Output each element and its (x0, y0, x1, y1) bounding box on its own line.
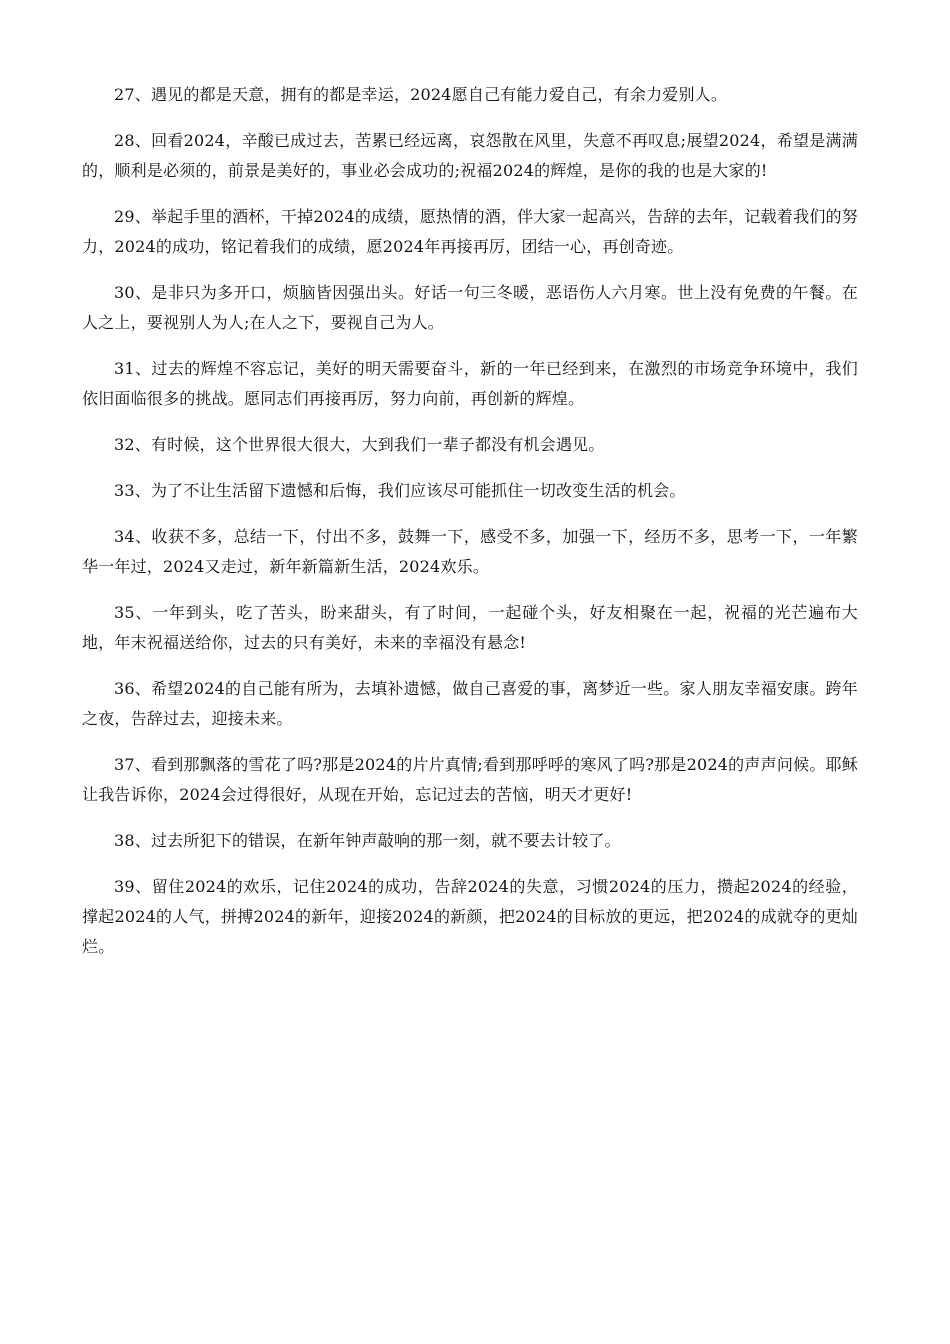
document-body (82, 80, 858, 978)
paragraph-38: 38、过去所犯下的错误，在新年钟声敲响的那一刻，就不要去计较了。 (114, 831, 621, 850)
paragraph-29: 29、举起手里的酒杯，干掉2024的成绩，愿热情的酒，伴大家一起高兴，告辞的去年，记载着我们的努力，2024的成功，铭记着我们的成绩，愿2024年再接再厉，团结一心，再创奇迹。 (82, 207, 858, 256)
paragraph-34: 34、收获不多，总结一下，付出不多，鼓舞一下，感受不多，加强一下，经历不多，思考一下，一年繁华一年过，2024又走过，新年新篇新生活，2024欢乐。 (82, 527, 858, 576)
paragraph-39: 39、留住2024的欢乐，记住2024的成功，告辞2024的失意，习惯2024的压力，攒起2024的经验，撑起2024的人气，拼搏2024的新年，迎接2024的新颜，把2024的目标放的更远，把2024的成就夺的更灿烂。 (82, 877, 858, 956)
paragraph-28: 28、回看2024，辛酸已成过去，苦累已经远离，哀怨散在风里，失意不再叹息;展望2024，希望是满满的，顺利是必须的，前景是美好的，事业必会成功的;祝福2024的辉煌，是你的我的也是大家的! (82, 131, 858, 180)
paragraph-36: 36、希望2024的自己能有所为，去填补遗憾，做自己喜爱的事，离梦近一些。家人朋友幸福安康。跨年之夜，告辞过去，迎接未来。 (82, 679, 858, 728)
paragraph-35: 35、一年到头，吃了苦头，盼来甜头，有了时间，一起碰个头，好友相聚在一起，祝福的光芒遍布大地，年末祝福送给你，过去的只有美好，未来的幸福没有悬念! (82, 603, 858, 652)
paragraph-27: 27、遇见的都是天意，拥有的都是幸运，2024愿自己有能力爱自己，有余力爱别人。 (114, 85, 728, 104)
paragraph-37: 37、看到那飘落的雪花了吗?那是2024的片片真情;看到那呼呼的寒风了吗?那是2024的声声问候。耶稣让我告诉你，2024会过得很好，从现在开始，忘记过去的苦恼，明天才更好! (82, 755, 858, 804)
paragraph-32: 32、有时候，这个世界很大很大，大到我们一辈子都没有机会遇见。 (114, 435, 605, 454)
paragraph-33: 33、为了不让生活留下遗憾和后悔，我们应该尽可能抓住一切改变生活的机会。 (114, 481, 686, 500)
paragraph-30: 30、是非只为多开口，烦脑皆因强出头。好话一句三冬暖，恶语伤人六月寒。世上没有免费的午餐。在人之上，要视别人为人;在人之下，要视自己为人。 (82, 283, 858, 332)
paragraph-31: 31、过去的辉煌不容忘记，美好的明天需要奋斗，新的一年已经到来，在激烈的市场竞争环境中，我们依旧面临很多的挑战。愿同志们再接再厉，努力向前，再创新的辉煌。 (82, 359, 858, 408)
